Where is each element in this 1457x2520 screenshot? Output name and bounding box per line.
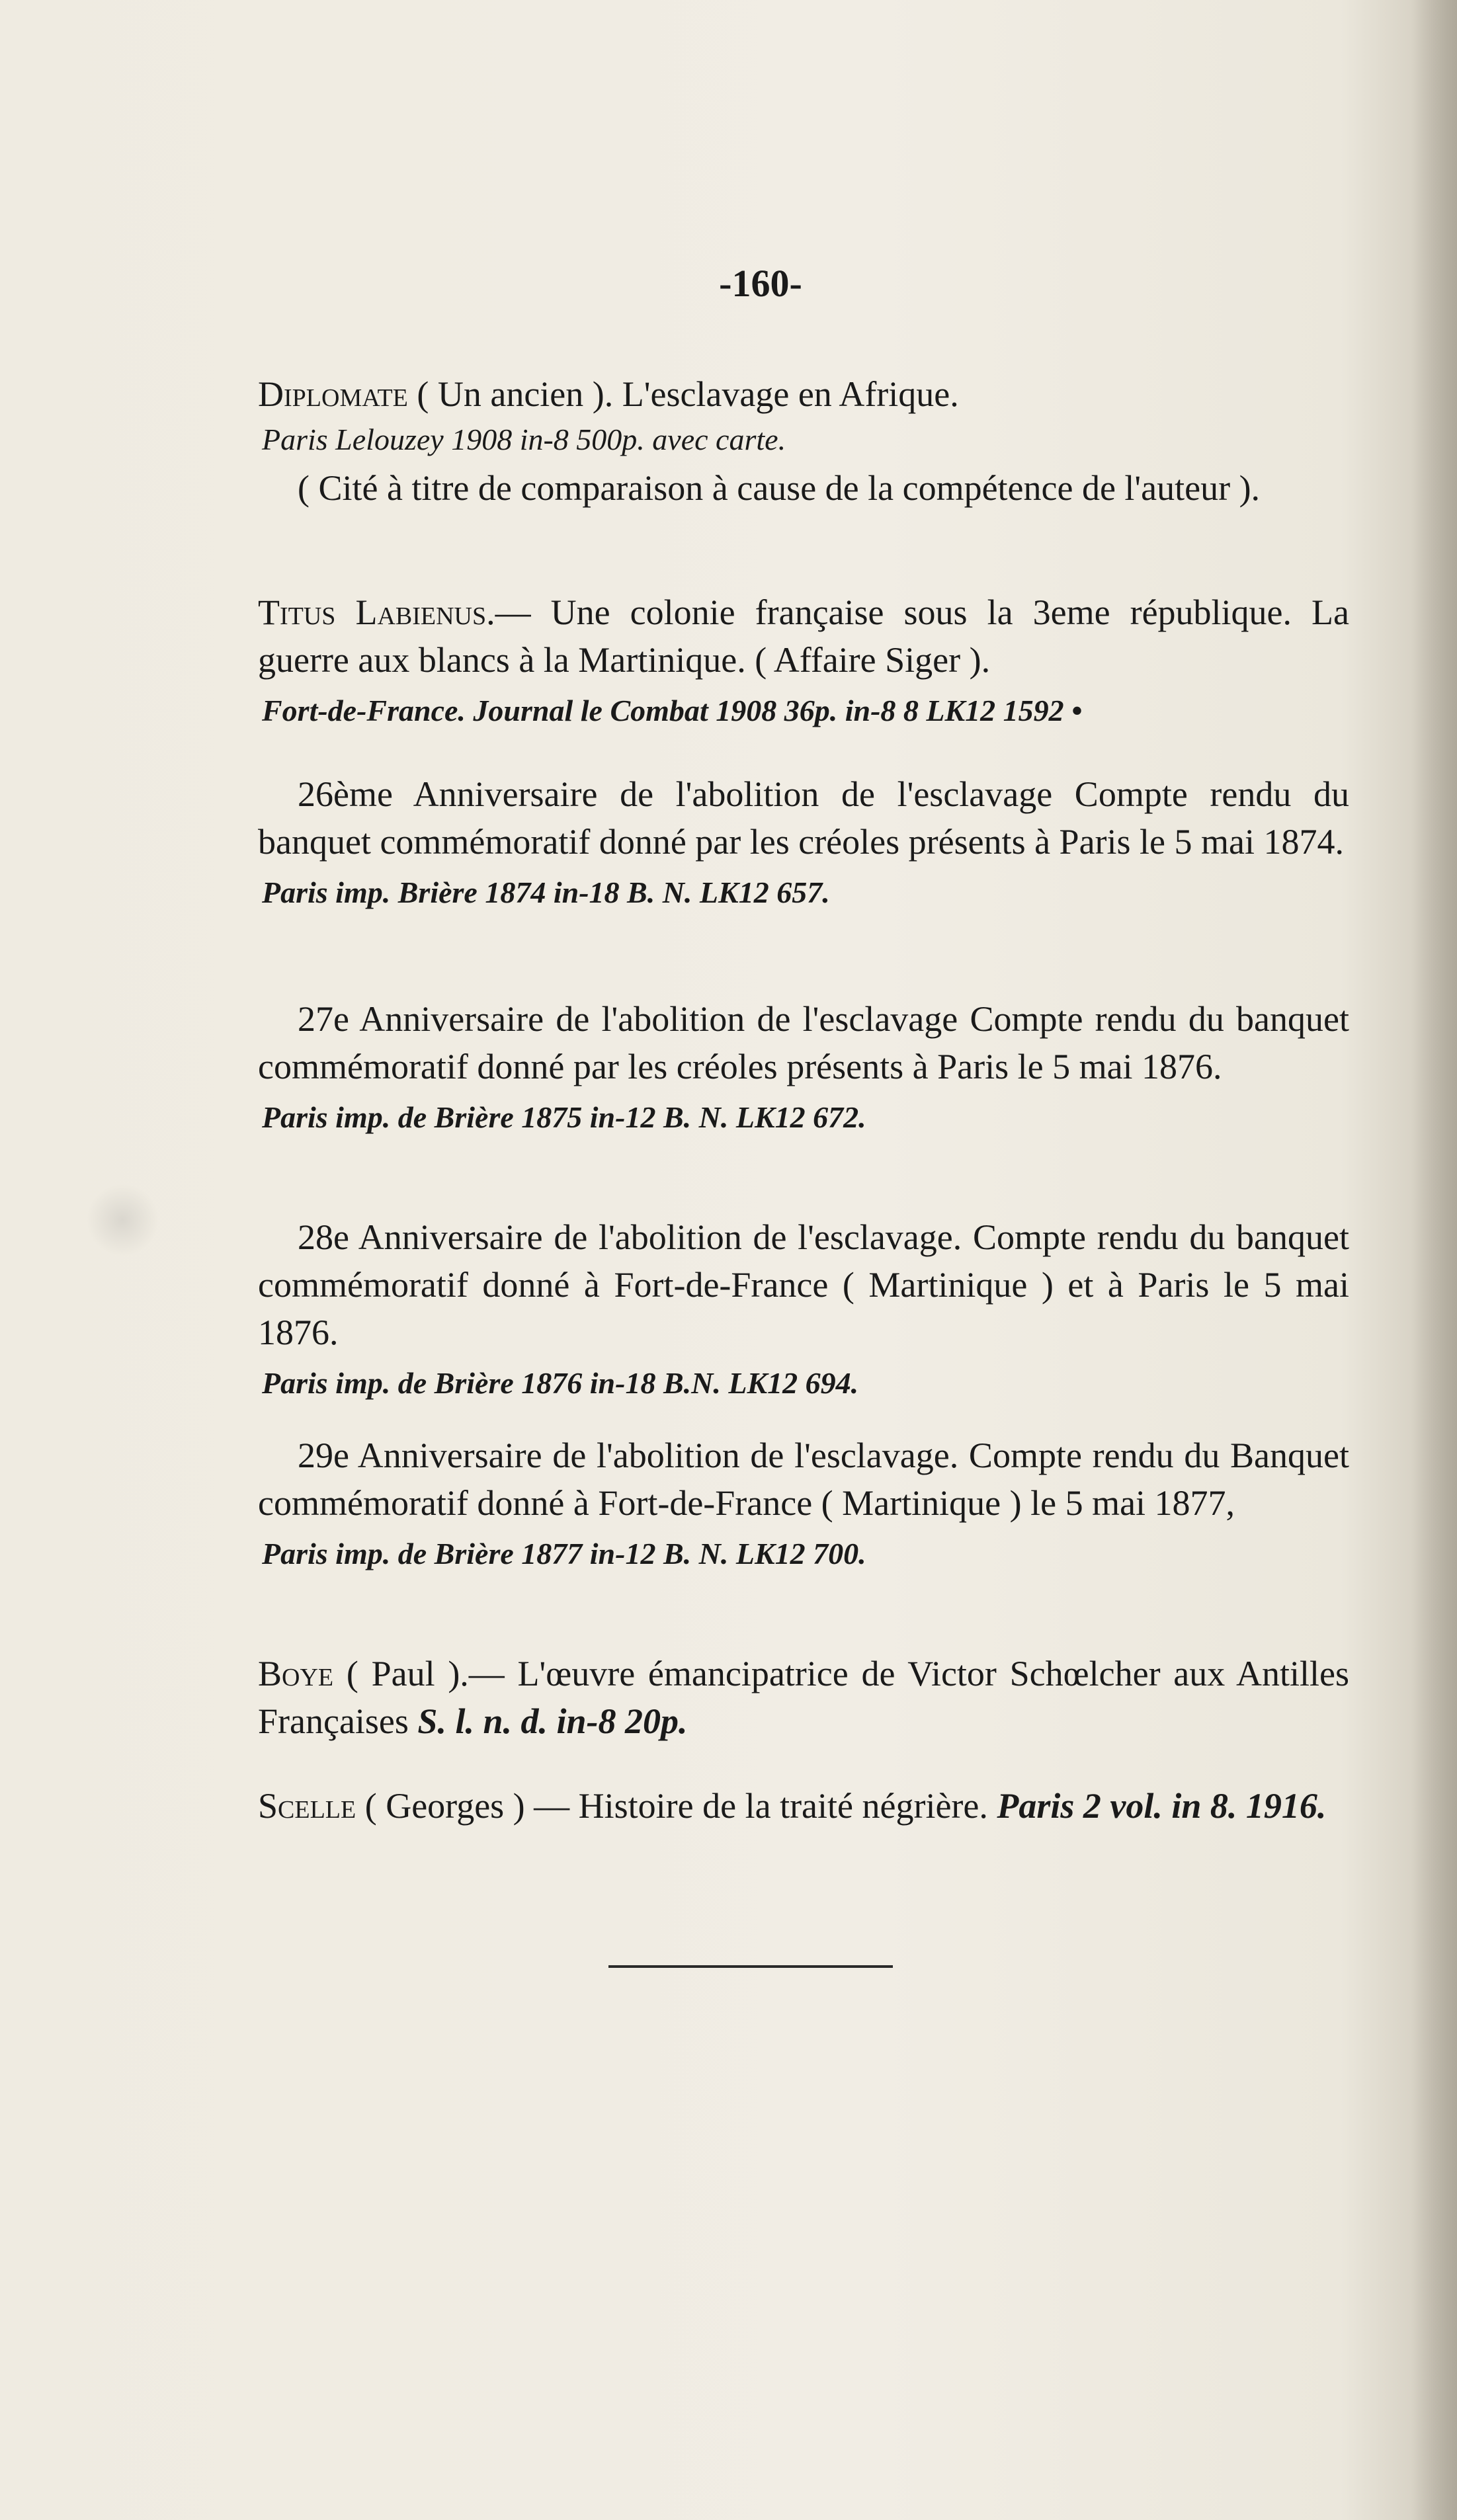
entry-author: Diplomate: [258, 374, 408, 414]
entry-imprint: Paris Lelouzey 1908 in-8 500p. avec carte.: [262, 423, 786, 456]
entry-title: Une colonie française sous la 3eme république. La guerre aux blancs à la Martinique. ( Affaire Siger ).: [258, 592, 1350, 680]
entry-title: Histoire de la traité négrière.: [578, 1786, 988, 1826]
entry-author: Boye: [258, 1654, 334, 1693]
bibliography-entry-labienus: [258, 589, 1349, 731]
entry-text: [258, 1650, 1349, 1745]
bibliography-entry-scelle: [258, 1782, 1349, 1830]
entry-title: 27e Anniversaire de l'abolition de l'esclavage Compte rendu du banquet commémoratif donné par les créoles présents à Paris le 5 mai 1876.: [258, 999, 1349, 1086]
entry-title: 26ème Anniversaire de l'abolition de l'esclavage Compte rendu du banquet commémoratif donné par les créoles présents à Paris le 5 mai 1874.: [258, 774, 1349, 862]
entry-note: ( Cité à titre de comparaison à cause de la compétence de l'auteur ).: [298, 468, 1261, 508]
entry-text: [258, 1782, 1349, 1830]
entry-author-rest: ( Georges ) —: [356, 1786, 579, 1826]
bibliography-entry-29e-anniversaire: [258, 1432, 1349, 1574]
entry-imprint: Paris imp. de Brière 1877 in-12 B. N. LK12 700.: [262, 1537, 866, 1570]
entry-author-rest: ( Un ancien ).: [407, 374, 614, 414]
entry-author-rest: ( Paul ).—: [333, 1654, 518, 1693]
page-number: -160-: [719, 262, 802, 305]
entry-title: L'esclavage en Afrique.: [613, 374, 959, 414]
ink-smudge: [86, 1184, 159, 1256]
bibliography-entry-27e-anniversaire: [258, 995, 1349, 1138]
entry-text: [258, 370, 1349, 418]
entry-author: Titus Labienus: [258, 592, 487, 632]
bibliography-entry-boye: [258, 1650, 1349, 1745]
entry-title: L'œuvre émancipatrice de Victor Schœlcher aux Antilles Françaises: [258, 1654, 1349, 1741]
page-edge-shadow: [1411, 0, 1457, 2520]
bibliography-entry-diplomate: [258, 370, 1349, 512]
entry-imprint: S. l. n. d. in-8 20p.: [417, 1701, 688, 1741]
entry-imprint: Fort-de-France. Journal le Combat 1908 36p. in-8 8 LK12 1592 •: [262, 694, 1083, 727]
closing-rule: [608, 1965, 893, 1968]
entry-author: Scelle: [258, 1786, 356, 1826]
entry-author-rest: .—: [486, 592, 551, 632]
entry-title: 29e Anniversaire de l'abolition de l'esclavage. Compte rendu du Banquet commémoratif donné à Fort-de-France ( Martinique ) le 5 mai 1877,: [258, 1436, 1349, 1523]
entry-imprint: Paris imp. de Brière 1876 in-18 B.N. LK12 694.: [262, 1366, 859, 1400]
entry-imprint: Paris 2 vol. in 8. 1916.: [997, 1786, 1327, 1826]
entry-text: [258, 589, 1349, 684]
bibliography-entry-28e-anniversaire: [258, 1213, 1349, 1404]
entry-imprint: Paris imp. de Brière 1875 in-12 B. N. LK12 672.: [262, 1100, 866, 1134]
entry-title: 28e Anniversaire de l'abolition de l'esclavage. Compte rendu du banquet commémoratif donné à Fort-de-France ( Martinique ) et à Paris le 5 mai 1876.: [258, 1217, 1349, 1352]
entry-imprint: Paris imp. Brière 1874 in-18 B. N. LK12 657.: [262, 875, 830, 909]
bibliography-entry-26e-anniversaire: [258, 770, 1349, 913]
